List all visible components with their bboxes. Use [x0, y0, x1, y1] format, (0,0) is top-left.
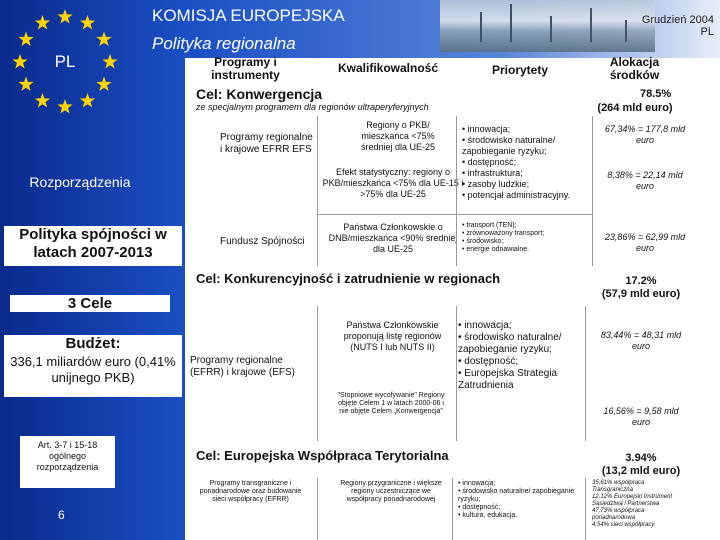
list-item: • zasoby ludzkie; [462, 179, 530, 189]
list-item: • środowisko naturalne/ zapobieganie ryzyku; [458, 332, 562, 355]
cohesion-policy-title: Polityka spójności w latach 2007-2013 [19, 226, 167, 261]
harbour-photo [440, 0, 655, 52]
goal3-alloc [592, 480, 692, 529]
regulations-label: Rozporządzenia [29, 174, 131, 190]
col-eligibility: Kwalifikowalność [337, 61, 439, 75]
divider [452, 478, 453, 540]
goal1-alloc-a1: 67,34% = 177,8 mld euro [604, 124, 686, 145]
star-icon [80, 15, 95, 30]
star-icon [35, 93, 50, 107]
col-allocation: Alokacja środków [609, 55, 660, 82]
star-icon [57, 9, 72, 24]
divider [317, 214, 592, 215]
list-item: • zrównoważony transport; [462, 230, 545, 237]
divider [592, 116, 593, 266]
budget-box [4, 335, 182, 397]
list-item: • innowacja; [458, 320, 512, 331]
list-item: 35,61% współpraca [592, 480, 645, 486]
goal1-subtitle: ze specjalnym programem dla regionów ultraperyferyjnych [196, 102, 429, 112]
cohesion-box [4, 226, 182, 266]
list-item: • infrastruktura; [462, 168, 523, 178]
divider [317, 478, 318, 540]
list-item: • potencjał administracyjny. [462, 190, 571, 200]
col-programs: Programy i instrumenty [211, 55, 280, 82]
list-item: Transgraniczna [592, 487, 633, 493]
goal2-alloc-b: 16,56% = 9,58 mld euro [603, 406, 679, 427]
list-item: • Europejska Strategia Zatrudnienia [458, 368, 558, 391]
list-item: 47,73% współpraca [592, 508, 645, 514]
list-item: • dostępność; [458, 504, 501, 511]
goal2-priorities [458, 320, 588, 392]
goal3-amount: (13,2 mld euro) [601, 465, 681, 477]
goal2-alloc-a: 83,44% = 48,31 mld euro [600, 330, 682, 351]
star-icon [57, 99, 72, 114]
star-icon [102, 54, 117, 69]
star-icon [35, 15, 50, 30]
date-text: Grudzień 2004 [641, 14, 714, 26]
star-icon [18, 32, 33, 47]
goal1-programs-b: Fundusz Spójności [220, 236, 305, 247]
country-text: PL [700, 26, 714, 38]
divider [585, 478, 586, 540]
list-item: • środowisko naturalne/ zapobieganie ryzyku; [462, 135, 556, 156]
list-item: • dostępność; [462, 157, 517, 167]
list-item: • kultura, edukacja. [458, 512, 518, 519]
list-item: Sąsiedztwa i Partnerstwa [592, 501, 660, 507]
goal3-title: Cel: Europejska Współpraca Terytorialna [196, 448, 449, 463]
list-item: • transport (TEN); [462, 222, 517, 229]
star-icon [12, 54, 27, 69]
goal1-amount: (264 mld euro) [597, 102, 673, 114]
goal2-elig-b: "Stopniowe wycofywanie" Regiony objęte Celem 1 w latach 2000-06 i nie objęte Celem „Konwergencja” [337, 392, 445, 415]
star-icon [96, 32, 111, 47]
articles-note: Art. 3-7 i 15-18 ogólnego rozporządzenia [20, 436, 115, 488]
page-number: 6 [58, 508, 65, 522]
divider [585, 306, 586, 441]
budget-label: Budżet: [65, 335, 121, 352]
list-item: • środowisko; [462, 238, 504, 245]
list-item: 12,12% Europejski Instrument [592, 494, 673, 500]
goal2-title: Cel: Konkurencyjność i zatrudnienie w regionach [196, 271, 501, 286]
list-item: • środowisko naturalne/ zapobieganie ryzyku; [458, 488, 575, 503]
goal3-pct: 3.94% [625, 452, 657, 464]
divider [456, 116, 457, 266]
goal1-elig-b: Państwa Członkowskie o DNB/mieszkańca <90% średniej dla UE-25 [328, 222, 458, 254]
list-item: • innowacja; [458, 480, 496, 487]
list-item: • innowacja; [462, 124, 511, 134]
goal1-alloc-b: 23,86% = 62,99 mld euro [604, 232, 686, 253]
divider [456, 306, 457, 441]
goal1-pct: 78.5% [640, 88, 672, 100]
sidebar-country-code: PL [54, 52, 76, 71]
star-icon [96, 77, 111, 92]
goal1-priorities-b [462, 222, 592, 254]
goal2-elig-a: Państwa Członkowskie proponują listę regionów (NUTS I lub NUTS II) [343, 320, 442, 352]
list-item: • energie odnawialne. [462, 246, 530, 253]
star-icon [80, 93, 95, 107]
org-title: KOMISJA EUROPEJSKA [152, 6, 345, 25]
goal1-alloc-a2: 8,38% = 22,14 mld euro [607, 170, 683, 191]
header-subtitle: Polityka regionalna [152, 34, 296, 53]
header-date [642, 14, 714, 38]
goal3-programs: Programy transgraniczne i ponadnarodowe oraz budowanie sieci współpracy (EFRR) [199, 480, 302, 503]
goal3-elig: Regiony przygraniczne i większe regiony uczestniczące we współpracy ponadnarodowej [340, 480, 442, 503]
goal1-elig-a1: Regiony o PKB/ mieszkańca <75% średniej dla UE-25 [360, 120, 436, 152]
star-icon [18, 77, 33, 92]
list-item: ponadnarodowa [592, 515, 636, 521]
divider [317, 116, 318, 266]
col-priorities: Priorytety [491, 63, 549, 77]
three-goals: 3 Cele [10, 295, 170, 312]
goal2-pct: 17.2% [625, 275, 657, 287]
goal1-elig-a2: Efekt statystyczny: regiony o PKB/mieszkańca <75% dla UE-15 i >75% dla UE-25 [322, 167, 464, 199]
budget-value: 336,1 miliardów euro (0,41% unijnego PKB) [10, 354, 176, 385]
goal2-programs: Programy regionalne (EFRR) i krajowe (EFS) [190, 355, 296, 378]
list-item: • dostępność; [458, 356, 519, 367]
list-item: 4,54% sieci współpracy [592, 522, 655, 528]
goal1-title: Cel: Konwergencja [196, 86, 323, 102]
goal2-amount: (57,9 mld euro) [601, 288, 681, 300]
goal1-programs-a: Programy regionalne i krajowe EFRR EFS [220, 132, 313, 155]
goal3-priorities [458, 480, 578, 520]
divider [317, 306, 318, 441]
goal1-priorities-a [462, 124, 592, 201]
